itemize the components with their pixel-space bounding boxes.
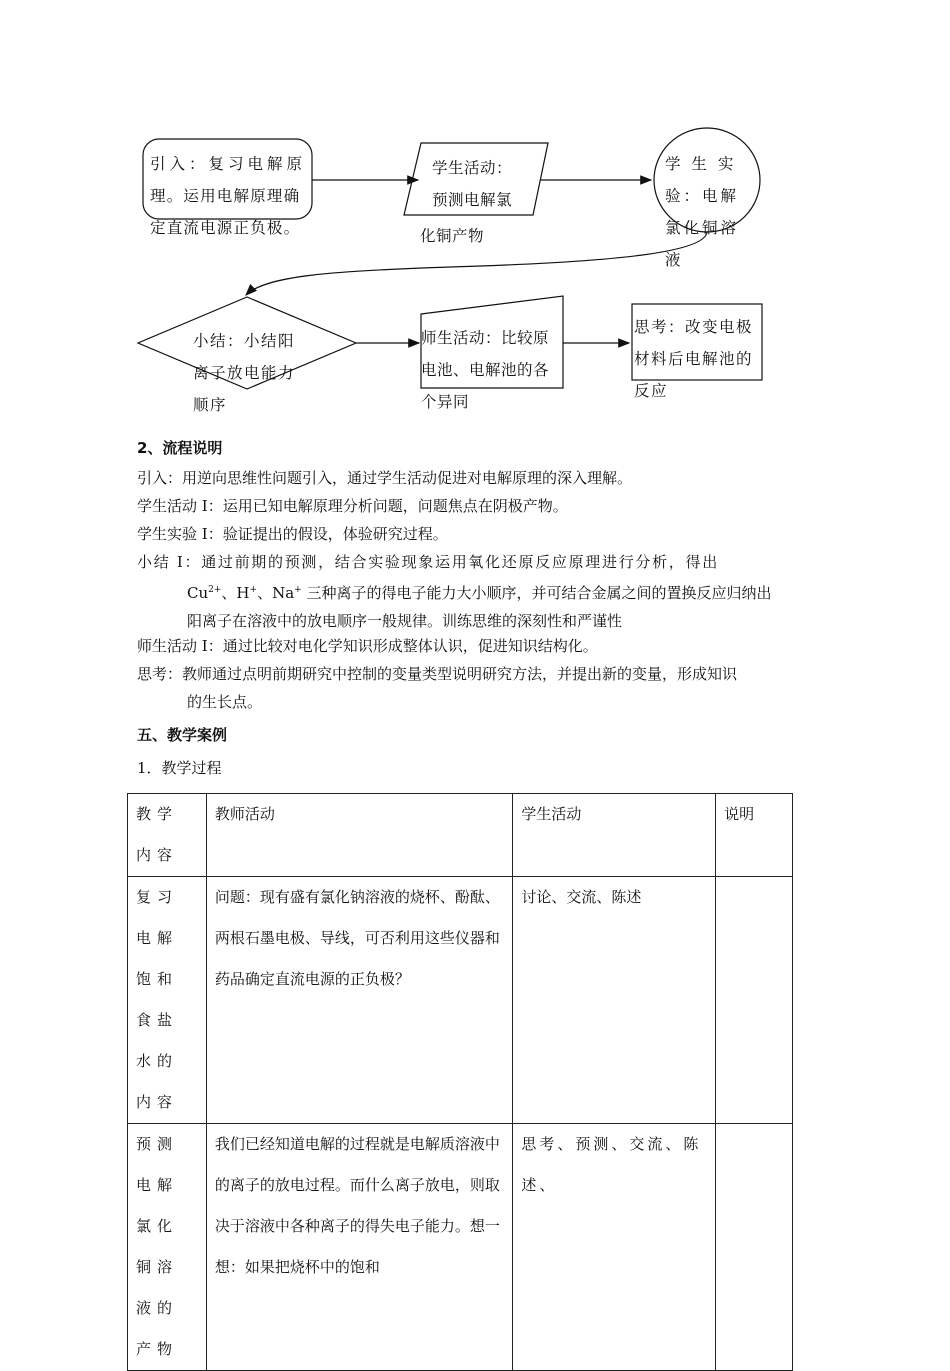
row1-content: 复习电解饱和食盐水的内容 <box>128 877 207 1124</box>
header-teacher-activity: 教师活动 <box>206 794 512 877</box>
table-header-row <box>128 794 793 877</box>
row1-teacher: 问题：现有盛有氯化钠溶液的烧杯、酚酞、两根石墨电极、导线，可否利用这些仪器和药品确定直流电源的正负极？ <box>206 877 512 1124</box>
header-student-activity: 学生活动 <box>513 794 716 877</box>
paragraph-student-experiment: 学生实验 I：验证提出的假设，体验研究过程。 <box>137 525 448 543</box>
subheading-teaching-process: 1．教学过程 <box>137 759 222 777</box>
summary-line-1: 小结 I：通过前期的预测，结合实验现象运用氧化还原反应原理进行分析，得出 <box>137 553 719 571</box>
table-row <box>128 877 793 1124</box>
flow-node-think-text: 思考：改变电极 材料后电解池的 反应 <box>634 318 754 400</box>
header-content: 教学内容 <box>128 794 207 877</box>
paragraph-think <box>137 660 817 716</box>
paragraph-intro: 引入：用逆向思维性问题引入，通过学生活动促进对电解原理的深入理解。 <box>137 469 633 487</box>
flow-node-summary-text: 小结：小结阳 离子放电能力 顺序 <box>193 332 296 414</box>
row1-student: 讨论、交流、陈述 <box>513 877 716 1124</box>
flow-node-student-experiment-text: 学 生 实 验：电解 氯化铜溶 液 <box>665 155 740 269</box>
row2-note <box>716 1124 793 1371</box>
flow-node-student-activity-text: 学生活动： 预测电解氯 化铜产物 <box>420 159 513 245</box>
row2-content: 预测电解氯化铜溶液的产物 <box>128 1124 207 1371</box>
summary-line-2: $Cu^{2+}$、H+、Na+ 三种离子的得电子能力大小顺序，并可结合金属之间的置换反应归纳出 <box>187 584 772 602</box>
think-line-1: 思考：教师通过点明前期研究中控制的变量类型说明研究方法，并提出新的变量，形成知识 <box>137 665 738 683</box>
header-note: 说明 <box>716 794 793 877</box>
think-line-2: 的生长点。 <box>187 693 263 711</box>
row1-note <box>716 877 793 1124</box>
row2-student: 思考、预测、交流、陈述、 <box>513 1124 716 1371</box>
flow-node-intro-text: 引入：复习电解原 理。运用电解原理确 定直流电源正负极。 <box>150 155 307 237</box>
summary-line-3: 阳离子在溶液中的放电顺序一般规律。训练思维的深刻性和严谨性 <box>187 612 623 630</box>
paragraph-student-activity: 学生活动 I：运用已知电解原理分析问题，问题焦点在阴极产物。 <box>137 497 568 515</box>
paragraph-summary <box>137 548 817 635</box>
table-row <box>128 1124 793 1371</box>
section-heading-teaching-case: 五、教学案例 <box>137 726 228 744</box>
flow-node-teacher-student-text: 师生活动：比较原 电池、电解池的各 个异同 <box>421 329 550 411</box>
paragraph-teacher-student-activity: 师生活动 I：通过比较对电化学知识形成整体认识，促进知识结构化。 <box>137 637 598 655</box>
row2-teacher: 我们已经知道电解的过程就是电解质溶液中的离子的放电过程。而什么离子放电，则取决于溶液中各种离子的得失电子能力。想一想：如果把烧杯中的饱和 <box>206 1124 512 1371</box>
teaching-process-table <box>127 793 793 1371</box>
section-heading-process-description: 2、流程说明 <box>137 439 223 457</box>
